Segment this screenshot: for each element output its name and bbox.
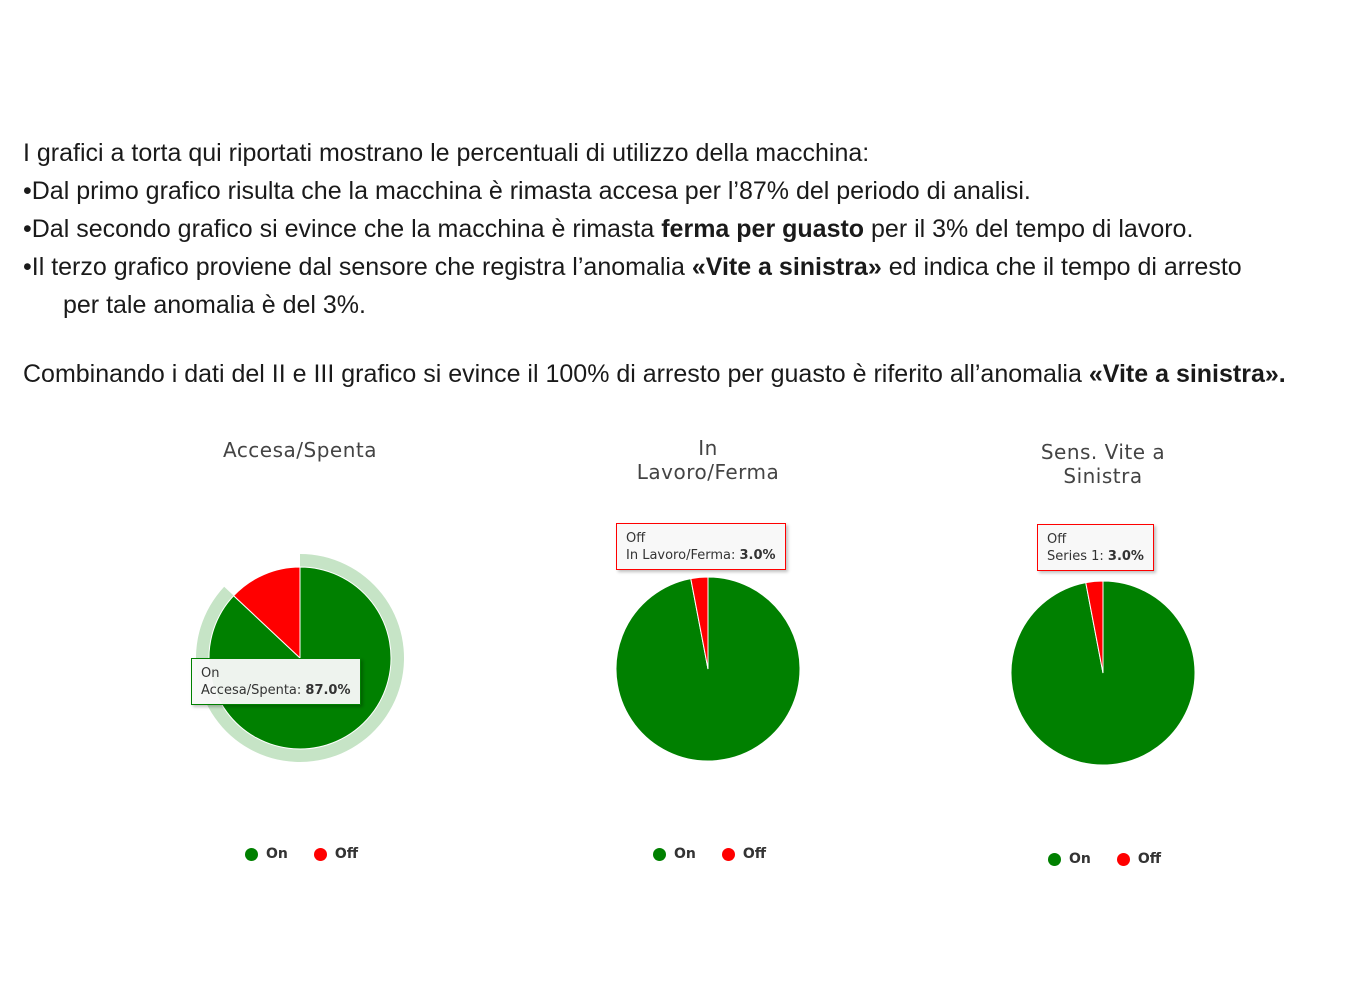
pie-svg xyxy=(903,440,1303,840)
pie-chart-1 xyxy=(100,436,500,896)
legend-marker-icon xyxy=(314,848,327,861)
chart-tooltip xyxy=(191,658,361,705)
legend-label: Off xyxy=(742,846,767,862)
legend-item-on[interactable] xyxy=(653,846,696,862)
chart-title-line: Sinistra xyxy=(1063,464,1143,488)
pie-svg xyxy=(100,436,500,836)
legend-item-off[interactable] xyxy=(314,846,358,862)
bullet-1: •Dal primo grafico risulta che la macchina è rimasta accesa per l’87% del periodo di analisi. xyxy=(23,177,1031,205)
chart-title-line: Accesa/Spenta xyxy=(222,438,377,462)
legend-marker-icon xyxy=(722,848,735,861)
intro-line: I grafici a torta qui riportati mostrano le percentuali di utilizzo della macchina: xyxy=(23,139,870,167)
legend-item-off[interactable] xyxy=(722,846,766,862)
legend-marker-icon xyxy=(1117,853,1130,866)
tooltip-series-name: Accesa/Spenta: xyxy=(201,683,306,698)
tooltip-series-line xyxy=(626,547,776,564)
bullet-2-post: per il 3% del tempo di lavoro. xyxy=(864,215,1194,243)
chart-title-line: In xyxy=(698,436,718,460)
chart-legend xyxy=(245,846,358,862)
chart-title-line: Lavoro/Ferma xyxy=(636,460,780,484)
legend-label: On xyxy=(674,846,696,862)
pie-svg xyxy=(508,436,908,836)
tooltip-point-label: On xyxy=(201,666,220,681)
conclusion-text xyxy=(23,356,1349,392)
pie-chart-3 xyxy=(903,440,1303,900)
bullet-2 xyxy=(23,210,1349,248)
pie-chart-2 xyxy=(508,436,908,896)
description-text xyxy=(23,134,1349,392)
tooltip-value: 3.0% xyxy=(739,548,776,563)
legend-marker-icon xyxy=(1048,853,1061,866)
chart-title-line: Sens. Vite a xyxy=(1040,440,1166,464)
chart-legend xyxy=(1048,851,1161,867)
tooltip-point-label: Off xyxy=(1047,532,1067,547)
tooltip-series-name: In Lavoro/Ferma: xyxy=(626,548,740,563)
tooltip-value: 3.0% xyxy=(1107,549,1144,564)
legend-item-off[interactable] xyxy=(1117,851,1161,867)
legend-label: On xyxy=(266,846,288,862)
tooltip-value: 87.0% xyxy=(305,683,351,698)
legend-label: Off xyxy=(1137,851,1162,867)
conclusion-bold: «Vite a sinistra». xyxy=(1088,360,1286,388)
chart-tooltip xyxy=(1037,524,1154,571)
bullet-3-continuation: per tale anomalia è del 3%. xyxy=(63,291,366,319)
bullet-3 xyxy=(23,248,1349,286)
tooltip-series-line xyxy=(1047,548,1144,565)
chart-tooltip xyxy=(616,523,786,570)
legend-label: Off xyxy=(334,846,359,862)
tooltip-point-label: Off xyxy=(626,531,646,546)
bullet-3-post: ed indica che il tempo di arresto xyxy=(881,253,1242,281)
tooltip-series-name: Series 1: xyxy=(1047,549,1108,564)
legend-marker-icon xyxy=(653,848,666,861)
legend-item-on[interactable] xyxy=(245,846,288,862)
legend-item-on[interactable] xyxy=(1048,851,1091,867)
bullet-2-bold: ferma per guasto xyxy=(661,215,865,243)
bullet-2-pre: •Dal secondo grafico si evince che la macchina è rimasta xyxy=(23,215,662,243)
bullet-3-bold: «Vite a sinistra» xyxy=(691,253,882,281)
legend-label: On xyxy=(1069,851,1091,867)
chart-legend xyxy=(653,846,766,862)
conclusion-pre: Combinando i dati del II e III grafico si evince il 100% di arresto per guasto è riferito all’anomalia xyxy=(23,360,1089,388)
tooltip-series-line xyxy=(201,682,351,699)
bullet-3-pre: •Il terzo grafico proviene dal sensore che registra l’anomalia xyxy=(23,253,692,281)
legend-marker-icon xyxy=(245,848,258,861)
